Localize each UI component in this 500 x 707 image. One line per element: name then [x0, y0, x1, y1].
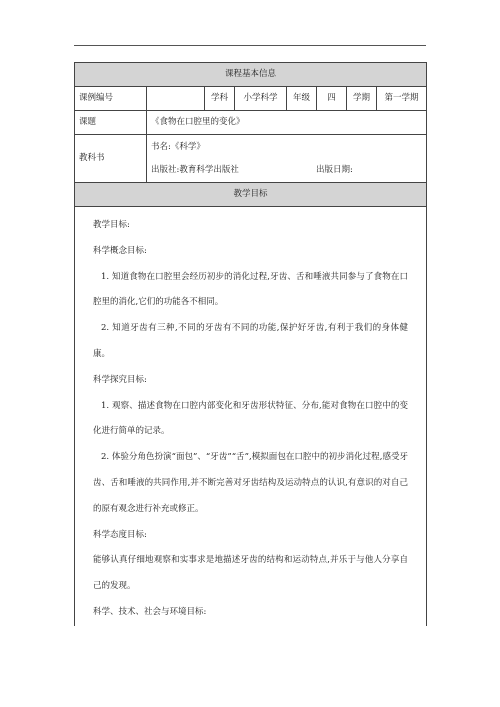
term-label: 学期 — [347, 87, 377, 111]
attitude-goals-heading: 科学态度目标: — [93, 529, 147, 540]
teaching-goals-header: 教学目标 — [75, 183, 427, 207]
textbook-name: 书名:《科学》 — [151, 141, 205, 152]
grade-value: 四 — [317, 87, 347, 111]
textbook-info — [147, 135, 427, 183]
textbook-row — [75, 135, 427, 183]
concept-goal-1: 1. 知道食物在口腔里会经历初步的消化过程,牙齿、舌和唾液共同参与了食物在口腔里的消化,它们的功能各不相同。 — [93, 271, 409, 308]
basic-info-header: 课程基本信息 — [75, 63, 427, 87]
inquiry-goals-heading: 科学探究目标: — [93, 374, 147, 385]
goals-heading: 教学目标: — [93, 220, 130, 230]
concept-goal-2: 2. 知道牙齿有三种,不同的牙齿有不同的功能,保护好牙齿,有利于我们的身体健康。 — [93, 323, 409, 359]
course-code-label: 课例编号 — [75, 87, 147, 111]
attitude-goal: 能够认真仔细地观察和实事求是地描述牙齿的结构和运动特点,并乐于与他人分享自己的发现。 — [93, 555, 409, 592]
grade-label: 年级 — [287, 87, 317, 111]
topic-value: 《食物在口腔里的变化》 — [147, 111, 427, 135]
inquiry-goal-1: 1. 观察、描述食物在口腔内部变化和牙齿形状特征、分布,能对食物在口腔中的变化进行简单的记录。 — [93, 400, 409, 437]
textbook-pub-date: 出版日期: — [316, 164, 353, 175]
topic-row — [75, 111, 427, 135]
term-value: 第一学期 — [377, 87, 427, 111]
subject-label: 学科 — [205, 87, 235, 111]
topic-label: 课题 — [75, 111, 147, 135]
course-info-table — [74, 62, 427, 626]
teaching-goals-content — [75, 207, 427, 626]
course-code-value — [147, 87, 205, 111]
course-row — [75, 87, 427, 111]
inquiry-goal-2: 2. 体验分角色扮演“面包”、“牙齿”“舌”,模拟面包在口腔中的初步消化过程,感受牙齿、舌和唾液的共同作用,并不断完善对牙齿结构及运动特点的认识,有意识的对自己的原有观念进行补充或修正。 — [93, 452, 409, 514]
textbook-label: 教科书 — [75, 135, 147, 183]
top-rule — [74, 45, 426, 46]
subject-value: 小学科学 — [235, 87, 287, 111]
textbook-publisher-line — [151, 159, 422, 182]
textbook-publisher: 出版社:教育科学出版社 — [151, 164, 239, 175]
concept-goals-heading: 科学概念目标: — [93, 245, 147, 256]
stse-goals-heading: 科学、技术、社会与环境目标: — [93, 606, 207, 617]
